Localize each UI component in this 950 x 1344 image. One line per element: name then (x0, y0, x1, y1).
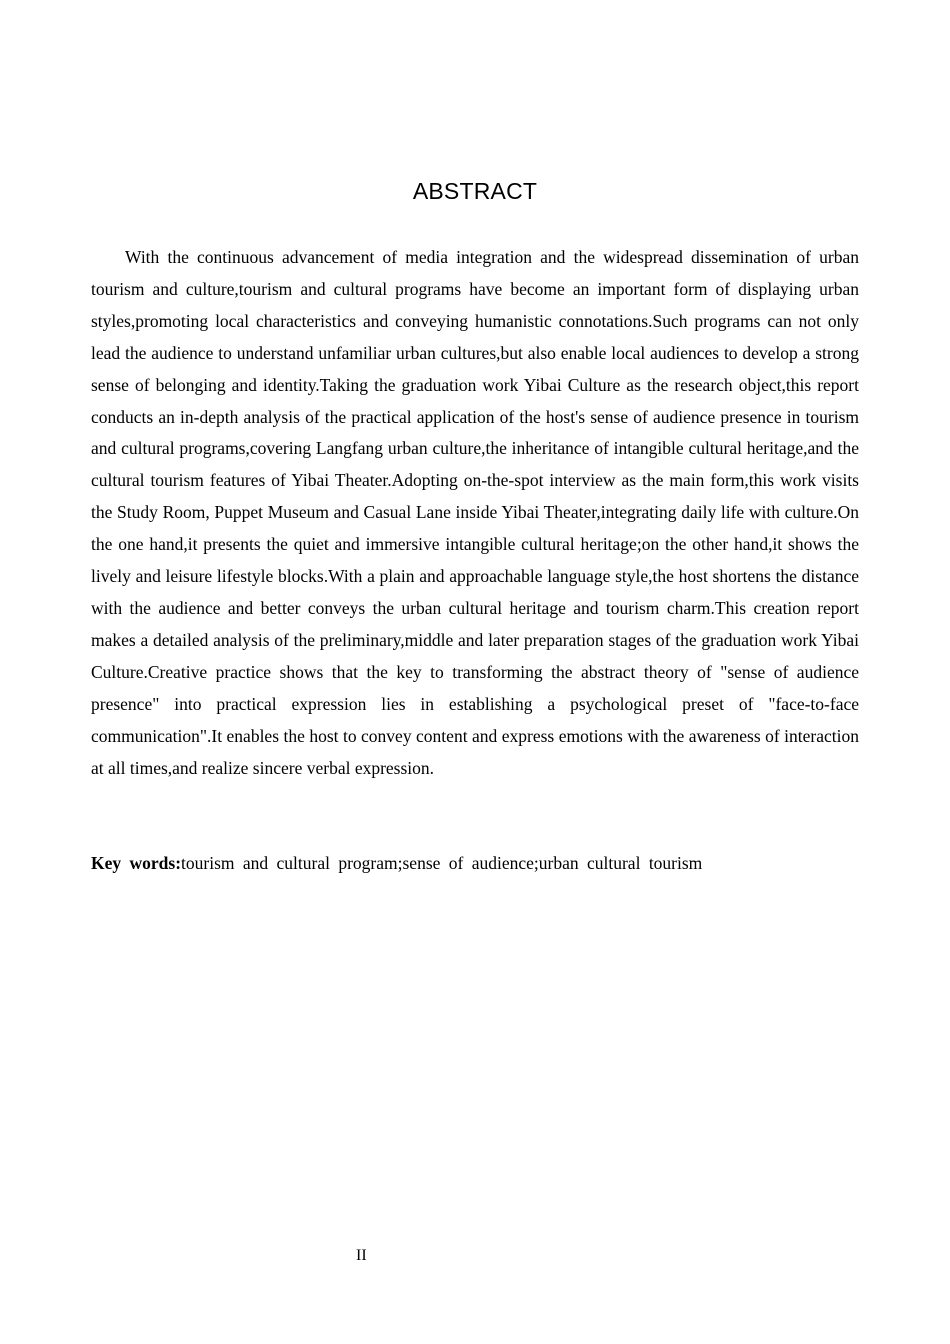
keywords-label: Key words: (91, 853, 182, 873)
page-number: II (356, 1247, 367, 1264)
keywords-text: tourism and cultural program;sense of audience;urban cultural tourism (181, 853, 703, 873)
abstract-title: ABSTRACT (412, 178, 538, 204)
abstract-paragraph: With the continuous advancement of media integration and the widespread dissemination of urban tourism and culture,tourism and cultural programs have become an important form of displaying urban styles,promoting local characteristics and conveying humanistic connotations.Such programs can not only lead the audience to understand unfamiliar urban cultures,but also enable local audiences to develop a strong sense of belonging and identity.Taking the graduation work Yibai Culture as the research object,this report conducts an in-depth analysis of the practical application of the host's sense of audience presence in tourism and cultural programs,covering Langfang urban culture,the inheritance of intangible cultural heritage,and the cultural tourism features of Yibai Theater.Adopting on-the-spot interview as the main form,this work visits the Study Room, Puppet Museum and Casual Lane inside Yibai Theater,integrating daily life with culture.On the one hand,it presents the quiet and immersive intangible cultural heritage;on the other hand,it shows the lively and leisure lifestyle blocks.With a plain and approachable language style,the host shortens the distance with the audience and better conveys the urban cultural heritage and tourism charm.This creation report makes a detailed analysis of the preliminary,middle and later preparation stages of the graduation work Yibai Culture.Creative practice shows that the key to transforming the abstract theory of "sense of audience presence" into practical expression lies in establishing a psychological preset of "face-to-face communication".It enables the host to convey content and express emotions with the awareness of interaction at all times,and realize sincere verbal expression. (91, 247, 859, 778)
keywords-line (91, 848, 859, 880)
